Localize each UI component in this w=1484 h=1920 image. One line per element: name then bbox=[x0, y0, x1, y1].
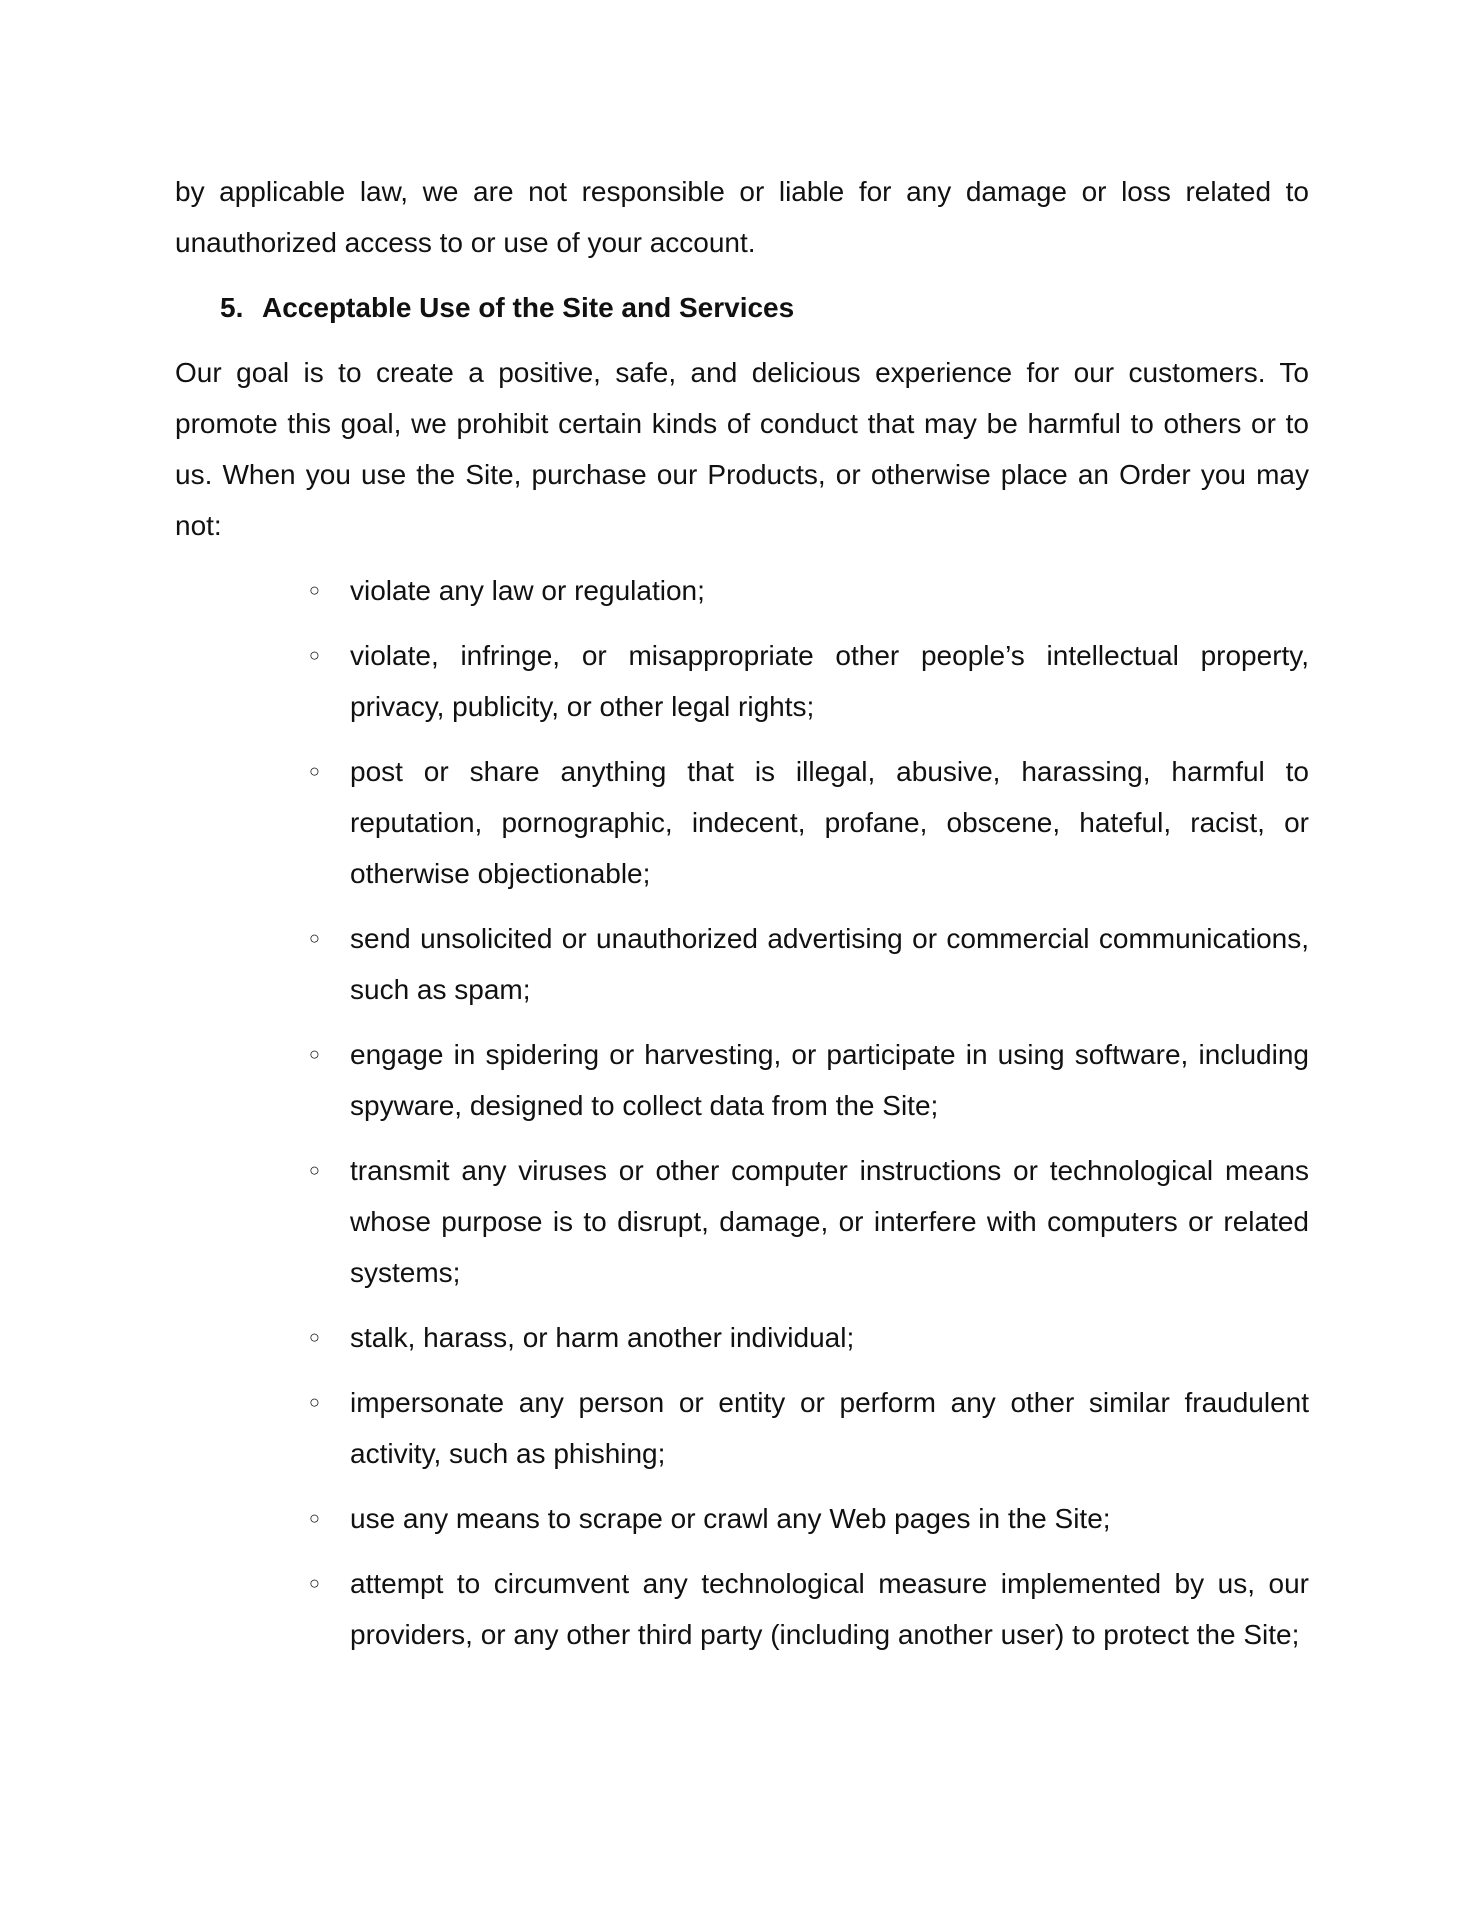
hollow-bullet-icon: ○ bbox=[309, 1160, 320, 1180]
list-item bbox=[175, 1558, 1309, 1660]
list-item bbox=[175, 1145, 1309, 1298]
list-item bbox=[175, 1312, 1309, 1363]
list-item bbox=[175, 1029, 1309, 1131]
section-number: 5. bbox=[220, 292, 244, 323]
list-item bbox=[175, 565, 1309, 616]
list-item-text: violate any law or regulation; bbox=[350, 575, 705, 606]
prohibited-conduct-list bbox=[175, 565, 1309, 1660]
list-item bbox=[175, 1493, 1309, 1544]
hollow-bullet-icon: ○ bbox=[309, 1392, 320, 1412]
list-item-text: transmit any viruses or other computer instructions or technological means whose purpose is to disrupt, damage, or interfere with computers or related systems; bbox=[350, 1155, 1309, 1288]
hollow-bullet-icon: ○ bbox=[309, 761, 320, 781]
list-item-text: impersonate any person or entity or perform any other similar fraudulent activity, such as phishing; bbox=[350, 1387, 1309, 1469]
list-item bbox=[175, 913, 1309, 1015]
hollow-bullet-icon: ○ bbox=[309, 580, 320, 600]
list-item-text: engage in spidering or harvesting, or participate in using software, including spyware, designed to collect data from the Site; bbox=[350, 1039, 1309, 1121]
hollow-bullet-icon: ○ bbox=[309, 1508, 320, 1528]
document-body bbox=[175, 166, 1309, 1674]
list-item-text: violate, infringe, or misappropriate other people’s intellectual property, privacy, publicity, or other legal rights; bbox=[350, 640, 1309, 722]
hollow-bullet-icon: ○ bbox=[309, 1044, 320, 1064]
list-item-text: send unsolicited or unauthorized advertising or commercial communications, such as spam; bbox=[350, 923, 1309, 1005]
list-item-text: attempt to circumvent any technological measure implemented by us, our providers, or any other third party (including another user) to protect the Site; bbox=[350, 1568, 1309, 1650]
hollow-bullet-icon: ○ bbox=[309, 645, 320, 665]
list-item bbox=[175, 630, 1309, 732]
intro-paragraph: Our goal is to create a positive, safe, and delicious experience for our customers. To promote this goal, we prohibit certain kinds of conduct that may be harmful to others or to us. When you use the Site, purchase our Products, or otherwise place an Order you may not: bbox=[175, 357, 1309, 541]
hollow-bullet-icon: ○ bbox=[309, 1327, 320, 1347]
section-heading bbox=[175, 282, 1309, 333]
section-title: Acceptable Use of the Site and Services bbox=[262, 292, 795, 323]
list-item-text: use any means to scrape or crawl any Web pages in the Site; bbox=[350, 1503, 1111, 1534]
continued-paragraph: by applicable law, we are not responsible or liable for any damage or loss related to unauthorized access to or use of your account. bbox=[175, 176, 1309, 258]
hollow-bullet-icon: ○ bbox=[309, 928, 320, 948]
hollow-bullet-icon: ○ bbox=[309, 1573, 320, 1593]
list-item bbox=[175, 746, 1309, 899]
list-item-text: post or share anything that is illegal, abusive, harassing, harmful to reputation, pornographic, indecent, profane, obscene, hateful, racist, or otherwise objectionable; bbox=[350, 756, 1309, 889]
list-item-text: stalk, harass, or harm another individual; bbox=[350, 1322, 855, 1353]
list-item bbox=[175, 1377, 1309, 1479]
